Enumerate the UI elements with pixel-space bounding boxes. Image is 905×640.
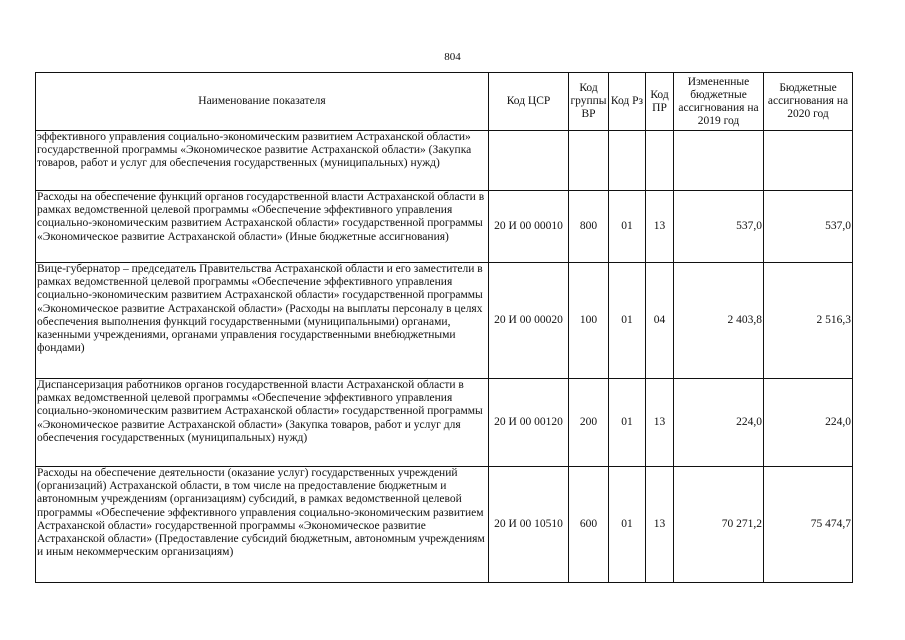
row-vr <box>569 131 609 191</box>
row-2020: 75 474,7 <box>764 467 853 583</box>
row-csr: 20 И 00 10510 <box>489 467 569 583</box>
row-2020: 2 516,3 <box>764 263 853 379</box>
header-2019: Измененные бюджетные ассигнования на 2019 год <box>674 73 764 131</box>
table-row <box>36 467 853 583</box>
row-2019: 2 403,8 <box>674 263 764 379</box>
row-name: Диспансеризация работников органов государственной власти Астраханской области в рамках ведомственной целевой программы «Обеспечение эффективного управления социально-экономическим развитием Астраханской области» государственной программы «Экономическое развитие Астраханской области» (Закупка товаров, работ и услуг для обеспечения государственных (муниципальных) нужд) <box>36 379 489 467</box>
row-pr: 13 <box>646 379 674 467</box>
row-rz: 01 <box>609 263 646 379</box>
row-vr: 600 <box>569 467 609 583</box>
row-2019: 537,0 <box>674 191 764 263</box>
table-header-row <box>36 73 853 131</box>
row-csr: 20 И 00 00120 <box>489 379 569 467</box>
row-csr: 20 И 00 00020 <box>489 263 569 379</box>
page-number: 804 <box>444 51 461 63</box>
row-pr <box>646 131 674 191</box>
row-2020 <box>764 131 853 191</box>
row-pr: 04 <box>646 263 674 379</box>
table-row <box>36 263 853 379</box>
row-vr: 800 <box>569 191 609 263</box>
table-row <box>36 131 853 191</box>
row-2019: 224,0 <box>674 379 764 467</box>
header-vr: Код группы ВР <box>569 73 609 131</box>
header-2020: Бюджетные ассигнования на 2020 год <box>764 73 853 131</box>
row-2020: 224,0 <box>764 379 853 467</box>
row-csr: 20 И 00 00010 <box>489 191 569 263</box>
table-row <box>36 191 853 263</box>
row-pr: 13 <box>646 467 674 583</box>
row-2020: 537,0 <box>764 191 853 263</box>
row-2019: 70 271,2 <box>674 467 764 583</box>
row-rz: 01 <box>609 467 646 583</box>
header-rz: Код Рз <box>609 73 646 131</box>
row-name: Расходы на обеспечение деятельности (оказание услуг) государственных учреждений (организаций) Астраханской области, в том числе на предоставление бюджетным и автономным учреждениям (организациям) субсидий, в рамках ведомственной целевой программы «Обеспечение эффективного управления социально-экономическим развитием Астраханской области» государственной программы «Экономическое развитие Астраханской области» (Предоставление субсидий бюджетным, автономным учреждениям и иным некоммерческим организациям) <box>36 467 489 583</box>
row-rz <box>609 131 646 191</box>
row-pr: 13 <box>646 191 674 263</box>
row-name: Расходы на обеспечение функций органов государственной власти Астраханской области в рамках ведомственной целевой программы «Обеспечение эффективного управления социально-экономическим развитием Астраханской области» государственной программы «Экономическое развитие Астраханской области» (Иные бюджетные ассигнования) <box>36 191 489 263</box>
budget-table <box>35 72 853 583</box>
row-name: эффективного управления социально-экономическим развитием Астраханской области» государственной программы «Экономическое развитие Астраханской области» (Закупка товаров, работ и услуг для обеспечения государственных (муниципальных) нужд) <box>36 131 489 191</box>
row-rz: 01 <box>609 379 646 467</box>
header-pr: Код ПР <box>646 73 674 131</box>
table-row <box>36 379 853 467</box>
row-name: Вице-губернатор – председатель Правительства Астраханской области и его заместители в рамках ведомственной целевой программы «Обеспечение эффективного управления социально-экономическим развитием Астраханской области» государственной программы «Экономическое развитие Астраханской области» (Расходы на выплаты персоналу в целях обеспечения выполнения функций государственными (муниципальными) органами, казенными учреждениями, органами управления государственными внебюджетными фондами) <box>36 263 489 379</box>
row-rz: 01 <box>609 191 646 263</box>
row-2019 <box>674 131 764 191</box>
row-vr: 200 <box>569 379 609 467</box>
header-name: Наименование показателя <box>36 73 489 131</box>
row-vr: 100 <box>569 263 609 379</box>
row-csr <box>489 131 569 191</box>
header-csr: Код ЦСР <box>489 73 569 131</box>
